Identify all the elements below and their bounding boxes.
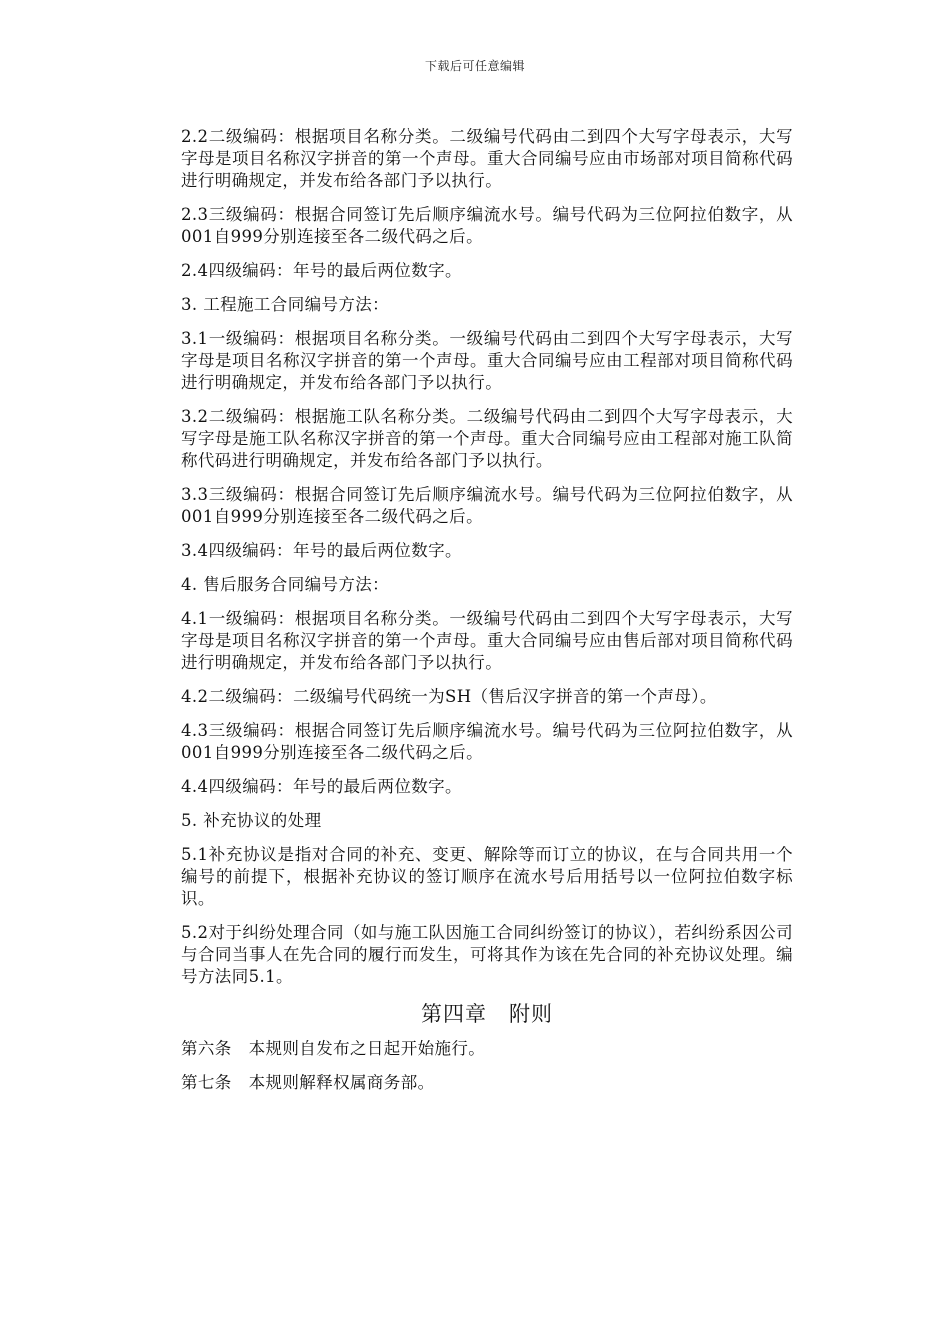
section-heading-3: 3. 工程施工合同编号方法： bbox=[181, 295, 390, 314]
paragraph-5-2: 5.2对于纠纷处理合同（如与施工队因施工合同纠纷签订的协议），若纠纷系因公司与合同当事人在先合同的履行而发生，可将其作为该在先合同的补充协议处理。编号方法同5.1。 bbox=[181, 923, 793, 986]
paragraph-3-3: 3.3三级编码：根据合同签订先后顺序编流水号。编号代码为三位阿拉伯数字，从001自999分别连接至各二级代码之后。 bbox=[181, 485, 793, 526]
paragraph-4-2: 4.2二级编码：二级编号代码统一为SH（售后汉字拼音的第一个声母）。 bbox=[181, 687, 717, 706]
article-7: 第七条 本规则解释权属商务部。 bbox=[181, 1073, 435, 1092]
paragraph-4-4: 4.4四级编码：年号的最后两位数字。 bbox=[181, 777, 462, 796]
article-6: 第六条 本规则自发布之日起开始施行。 bbox=[181, 1039, 486, 1058]
paragraph-2-4: 2.4四级编码：年号的最后两位数字。 bbox=[181, 261, 462, 280]
page-header: 下载后可任意编辑 bbox=[424, 59, 525, 73]
paragraph-3-4: 3.4四级编码：年号的最后两位数字。 bbox=[181, 541, 462, 560]
paragraph-2-3: 2.3三级编码：根据合同签订先后顺序编流水号。编号代码为三位阿拉伯数字，从001自999分别连接至各二级代码之后。 bbox=[181, 205, 793, 246]
chapter-title: 第四章 附则 bbox=[421, 1002, 553, 1026]
section-heading-4: 4. 售后服务合同编号方法： bbox=[181, 575, 390, 594]
paragraph-3-1: 3.1一级编码：根据项目名称分类。一级编号代码由二到四个大写字母表示，大写字母是项目名称汉字拼音的第一个声母。重大合同编号应由工程部对项目简称代码进行明确规定，并发布给各部门予以执行。 bbox=[181, 329, 793, 392]
paragraph-5-1: 5.1补充协议是指对合同的补充、变更、解除等而订立的协议，在与合同共用一个编号的前提下，根据补充协议的签订顺序在流水号后用括号以一位阿拉伯数字标识。 bbox=[181, 845, 793, 908]
paragraph-4-3: 4.3三级编码：根据合同签订先后顺序编流水号。编号代码为三位阿拉伯数字，从001自999分别连接至各二级代码之后。 bbox=[181, 721, 793, 762]
section-heading-5: 5. 补充协议的处理 bbox=[181, 811, 322, 830]
paragraph-3-2: 3.2二级编码：根据施工队名称分类。二级编号代码由二到四个大写字母表示，大写字母是施工队名称汉字拼音的第一个声母。重大合同编号应由工程部对施工队简称代码进行明确规定，并发布给各部门予以执行。 bbox=[181, 407, 793, 470]
paragraph-2-2: 2.2二级编码：根据项目名称分类。二级编号代码由二到四个大写字母表示，大写字母是项目名称汉字拼音的第一个声母。重大合同编号应由市场部对项目简称代码进行明确规定，并发布给各部门予以执行。 bbox=[181, 127, 793, 190]
document-body bbox=[181, 126, 793, 1106]
paragraph-4-1: 4.1一级编码：根据项目名称分类。一级编号代码由二到四个大写字母表示，大写字母是项目名称汉字拼音的第一个声母。重大合同编号应由售后部对项目简称代码进行明确规定，并发布给各部门予以执行。 bbox=[181, 609, 793, 672]
